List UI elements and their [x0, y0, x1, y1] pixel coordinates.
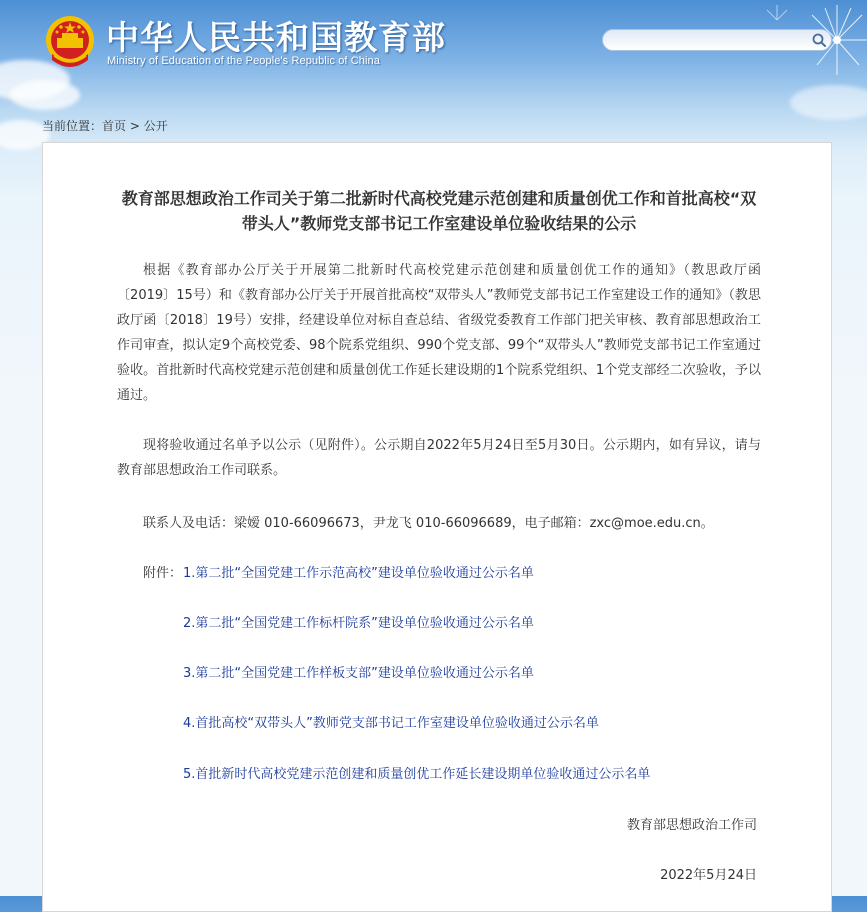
attachment-text: 第二批“全国党建工作标杆院系”建设单位验收通过公示名单: [195, 616, 534, 631]
breadcrumb-public-link[interactable]: 公开: [143, 119, 168, 133]
attachment-link-2[interactable]: [183, 611, 534, 636]
attachment-link-3[interactable]: [183, 661, 534, 686]
article-container: [42, 142, 832, 912]
article-title: 教育部思想政治工作司关于第二批新时代高校党建示范创建和质量创优工作和首批高校“双带头人”教师党支部书记工作室建设单位验收结果的公示: [121, 189, 757, 233]
national-emblem-icon: [44, 14, 96, 70]
search-icon[interactable]: [811, 32, 827, 48]
publish-date: 2022年5月24日: [660, 868, 757, 883]
attachment-text: 首批高校“双带头人”教师党支部书记工作室建设单位验收通过公示名单: [195, 716, 599, 731]
signature: 教育部思想政治工作司: [626, 818, 757, 833]
contact-info: 联系人及电话：梁嫒 010-66096673，尹龙飞 010-66096689，电子邮箱：zxc@moe.edu.cn。: [143, 516, 714, 531]
breadcrumb-prefix: 当前位置：: [42, 119, 103, 133]
breadcrumb-separator: >: [129, 119, 140, 133]
attachment-number: 1.: [183, 566, 196, 581]
cloud-decoration: [10, 80, 80, 110]
attachments-label: 附件：: [143, 566, 183, 581]
breadcrumb-home-link[interactable]: 首页: [102, 119, 127, 133]
attachment-link-5[interactable]: [183, 762, 650, 787]
article-paragraph-2: 现将验收通过名单予以公示（见附件）。公示期自2022年5月24日至5月30日。公示期内，如有异议，请与教育部思想政治工作司联系。: [117, 438, 761, 478]
attachment-link-1[interactable]: [183, 561, 534, 586]
article-paragraph-1: 根据《教育部办公厅关于开展第二批新时代高校党建示范创建和质量创优工作的通知》（教思政厅函〔2019〕15号）和《教育部办公厅关于开展首批高校“双带头人”教师党支部书记工作室建设工作的通知》（教思政厅函〔2018〕19号）安排，经建设单位对标自查总结、省级党委教育工作部门把关审核、教育部思想政治工作司审查，拟认定9个高校党委、98个院系党组织、990个党支部、99个“双带头人”教师党支部书记工作室通过验收。首批新时代高校党建示范创建和质量创优工作延长建设期的1个院系党组织、1个党支部经二次验收，予以通过。: [117, 263, 761, 403]
attachment-text: 首批新时代高校党建示范创建和质量创优工作延长建设期单位验收通过公示名单: [195, 767, 651, 782]
attachment-text: 第二批“全国党建工作示范高校”建设单位验收通过公示名单: [195, 566, 534, 581]
attachment-link-4[interactable]: [183, 711, 599, 736]
dandelion-icon: [747, 0, 867, 120]
search-box: [602, 29, 832, 51]
site-title: 中华人民共和国教育部: [106, 18, 446, 57]
attachment-number: 2.: [183, 616, 196, 631]
attachment-text: 第二批“全国党建工作样板支部”建设单位验收通过公示名单: [195, 666, 534, 681]
attachment-number: 4.: [183, 716, 196, 731]
attachment-number: 5.: [183, 767, 196, 782]
site-subtitle: Ministry of Education of the People's Republic of China: [107, 55, 380, 67]
attachment-number: 3.: [183, 666, 196, 681]
breadcrumb: [42, 117, 168, 134]
search-input[interactable]: [613, 32, 807, 50]
